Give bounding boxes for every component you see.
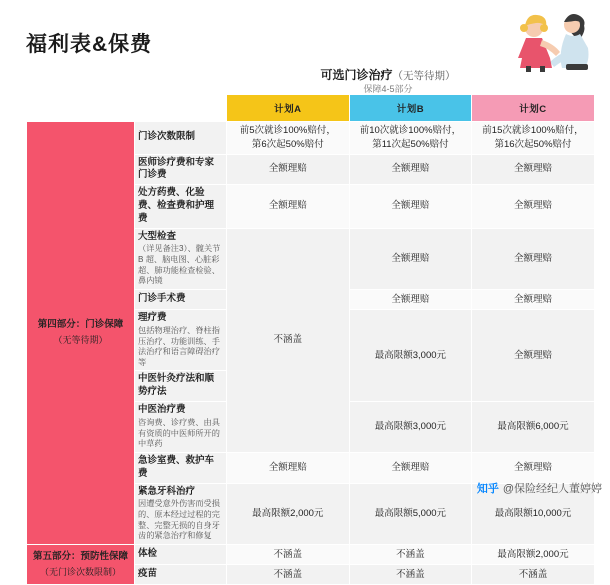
benefit-item-label: 体检 [135, 544, 227, 564]
plan-a-header: 计划A [227, 95, 350, 122]
optional-section-note: 保障4-5部分 [363, 84, 413, 94]
benefit-value-plan-c: 最高限额2,000元 [472, 544, 595, 564]
benefit-value-plan-b: 最高限额3,000元 [349, 310, 472, 402]
benefit-value-plan-b: 不涵盖 [349, 564, 472, 584]
benefit-value-plan-c: 全额理赔 [472, 228, 595, 289]
benefit-value-plan-a: 全额理赔 [227, 185, 350, 228]
benefit-value-plan-b: 不涵盖 [349, 544, 472, 564]
benefit-value-plan-b: 全额理赔 [349, 228, 472, 289]
header-blank-item [135, 95, 227, 122]
benefit-value-plan-c: 全额理赔 [472, 452, 595, 483]
benefit-value-plan-a: 全额理赔 [227, 154, 350, 185]
header-blank-section [27, 95, 135, 122]
benefit-value-plan-b: 全额理赔 [349, 154, 472, 185]
benefit-item-label: 急诊室费、救护车费 [135, 452, 227, 483]
watermark-text: @保险经纪人董婷婷 [502, 483, 602, 495]
benefit-item-label: 门诊手术费 [135, 290, 227, 310]
benefit-item-label: 处方药费、化验费、检查费和护理费 [135, 185, 227, 228]
benefit-value-plan-a: 不涵盖 [227, 544, 350, 564]
benefit-value-plan-b: 全额理赔 [349, 185, 472, 228]
plan-c-header: 计划C [472, 95, 595, 122]
benefit-value-plan-c: 全额理赔 [472, 310, 595, 402]
plan-b-header: 计划B [349, 95, 472, 122]
benefit-value-plan-b: 最高限额3,000元 [349, 402, 472, 453]
watermark [477, 480, 602, 496]
benefit-value-plan-c: 全额理赔 [472, 290, 595, 310]
benefit-value-plan-b: 全额理赔 [349, 290, 472, 310]
benefit-value-plan-a: 全额理赔 [227, 452, 350, 483]
benefit-value-plan-a: 不涵盖 [227, 228, 350, 452]
benefit-item-label: 门诊次数限制 [135, 122, 227, 155]
benefit-value-plan-c: 最高限额10,000元 [472, 483, 595, 544]
table-row [27, 122, 595, 155]
table-row [27, 544, 595, 564]
benefit-value-plan-b: 前10次就诊100%赔付， 第11次起50%赔付 [349, 122, 472, 155]
benefit-item-label: 医师诊疗费和专家门诊费 [135, 154, 227, 185]
optional-header-sub: （无等待期） [392, 70, 456, 82]
benefit-value-plan-c: 前15次就诊100%赔付， 第16次起50%赔付 [472, 122, 595, 155]
benefit-value-plan-b: 全额理赔 [349, 452, 472, 483]
zhihu-logo: 知乎 [476, 483, 499, 495]
illustration-mother-and-child [492, 4, 604, 74]
benefit-item-label: 中医治疗费 咨询费、诊疗费、由具有资质的中医师所开的中草药 [135, 402, 227, 453]
benefit-item-label: 紧急牙科治疗 因遭受意外伤害而受损的、原本经过过程的完整、完整无损的自身牙齿的紧急治疗和修复 [135, 483, 227, 544]
benefit-item-label: 大型检查 （详见备注3）、髋关节 B 超、脑电图、心脏彩超、肺功能检查检验、鼻内镜 [135, 228, 227, 289]
page-title: 福利表&保费 [26, 33, 153, 56]
benefit-value-plan-c: 最高限额6,000元 [472, 402, 595, 453]
benefit-value-plan-a: 不涵盖 [227, 564, 350, 584]
benefit-item-label: 理疗费 包括物理治疗、脊柱指压治疗、功能训练、手法治疗和语言障碍治疗等 [135, 310, 227, 371]
benefit-value-plan-a: 前5次就诊100%赔付， 第6次起50%赔付 [227, 122, 350, 155]
benefit-value-plan-c: 不涵盖 [472, 564, 595, 584]
benefit-value-plan-a: 最高限额2,000元 [227, 483, 350, 544]
section-label: 第五部分：预防性保障 （无门诊次数限制） [27, 544, 135, 584]
benefit-value-plan-b: 最高限额5,000元 [349, 483, 472, 544]
benefit-value-plan-c: 全额理赔 [472, 185, 595, 228]
optional-header-main: 可选门诊治疗 [320, 68, 393, 82]
optional-section-header [238, 66, 538, 83]
benefit-item-label: 疫苗 [135, 564, 227, 584]
benefit-value-plan-c: 全额理赔 [472, 154, 595, 185]
section-label: 第四部分：门诊保障 （无等待期） [27, 122, 135, 545]
table-body [27, 122, 595, 585]
benefits-table [26, 94, 595, 585]
table-header-row [27, 95, 595, 122]
benefit-item-label: 中医针灸疗法和顺势疗法 [135, 371, 227, 402]
